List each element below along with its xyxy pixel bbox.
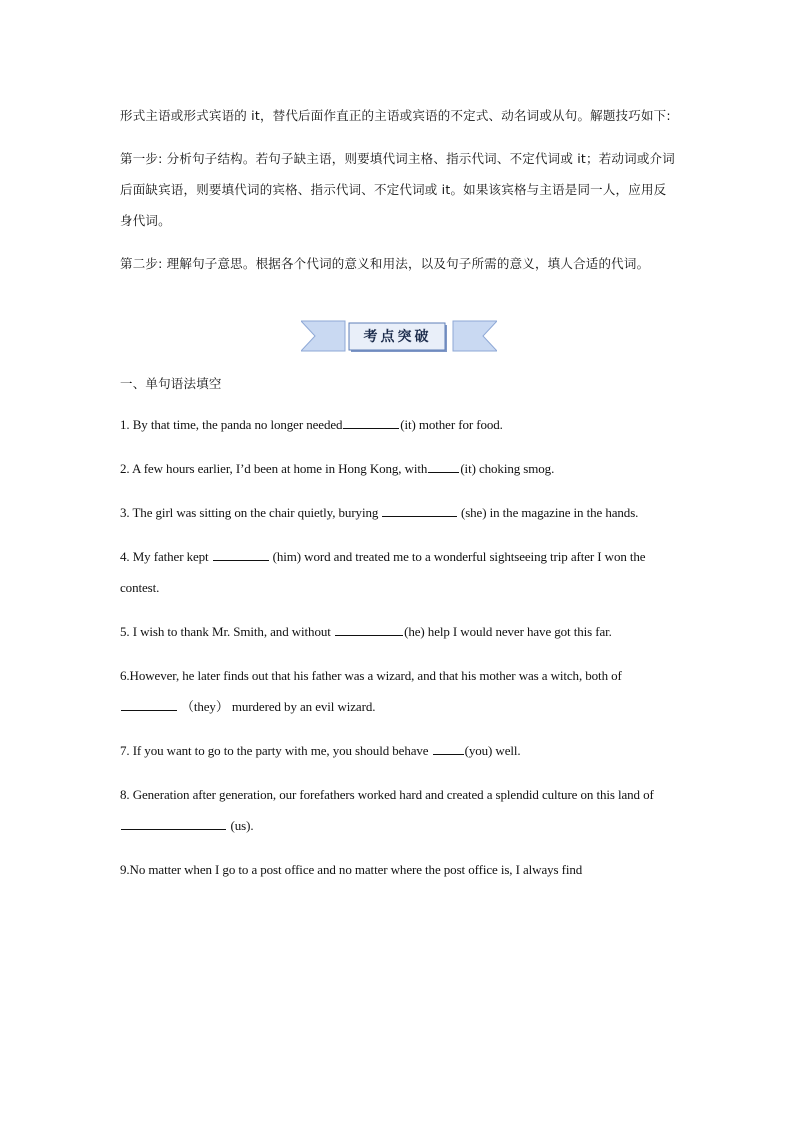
question-hint: (it) mother for food. [400, 417, 503, 432]
section-banner [301, 318, 497, 354]
question-text: 3. The girl was sitting on the chair quietly, burying [120, 505, 382, 520]
ribbon-right-tail [453, 321, 497, 351]
question-item [120, 541, 676, 603]
question-text: 8. Generation after generation, our forefathers worked hard and created a splendid culture on this land of [120, 787, 654, 802]
step-two-paragraph: 第二步: 理解句子意思。根据各个代词的意义和用法，以及句子所需的意义，填人合适的代词。 [120, 256, 650, 271]
question-item [120, 735, 676, 766]
question-text: 5. I wish to thank Mr. Smith, and without [120, 624, 334, 639]
banner-title: 考点突破 [363, 329, 432, 345]
answer-blank[interactable] [428, 459, 459, 473]
answer-blank[interactable] [343, 415, 399, 429]
answer-blank[interactable] [335, 622, 403, 636]
answer-blank[interactable] [121, 697, 177, 711]
question-item [120, 497, 676, 528]
question-hint: (him) word and treated me to a wonderful sightseeing trip after I won the contest. [120, 549, 646, 595]
question-hint: (us). [227, 818, 254, 833]
question-item [120, 453, 676, 484]
question-hint: （they） murdered by an evil wizard. [177, 699, 376, 714]
intro-paragraph: 形式主语或形式宾语的 it，替代后面作直正的主语或宾语的不定式、动名词或从句。解题技巧如下: [120, 108, 671, 123]
question-hint: (he) help I would never have got this far. [404, 624, 612, 639]
answer-blank[interactable] [213, 547, 269, 561]
question-text: 7. If you want to go to the party with me, you should behave [120, 743, 432, 758]
question-hint: (it) choking smog. [460, 461, 555, 476]
answer-blank[interactable] [121, 816, 226, 830]
step-one-paragraph: 第一步: 分析句子结构。若句子缺主语，则要填代词主格、指示代词、不定代词或 it；若动词或介词后面缺宾语，则要填代词的宾格、指示代词、不定代词或 it。如果该宾格与主语是同一人，应用反身代词。 [120, 151, 675, 228]
question-hint: (she) in the magazine in the hands. [457, 505, 639, 520]
question-item [120, 854, 676, 885]
question-text: 4. My father kept [120, 549, 212, 564]
question-text: 2. A few hours earlier, I’d been at home in Hong Kong, with [120, 461, 428, 476]
answer-blank[interactable] [433, 741, 464, 755]
ribbon-left-tail [301, 321, 345, 351]
question-item [120, 616, 676, 647]
section-heading: 一、单句语法填空 [120, 376, 222, 391]
question-text: 9.No matter when I go to a post office and no matter where the post office is, I always find [120, 862, 583, 877]
document-page [120, 100, 676, 898]
question-item [120, 779, 676, 841]
question-text: 6.However, he later finds out that his father was a wizard, and that his mother was a witch, both of [120, 668, 622, 683]
question-item [120, 409, 676, 440]
answer-blank[interactable] [382, 503, 456, 517]
question-hint: (you) well. [464, 743, 521, 758]
question-item [120, 660, 676, 722]
question-text: 1. By that time, the panda no longer needed [120, 417, 343, 432]
question-list [120, 409, 676, 885]
